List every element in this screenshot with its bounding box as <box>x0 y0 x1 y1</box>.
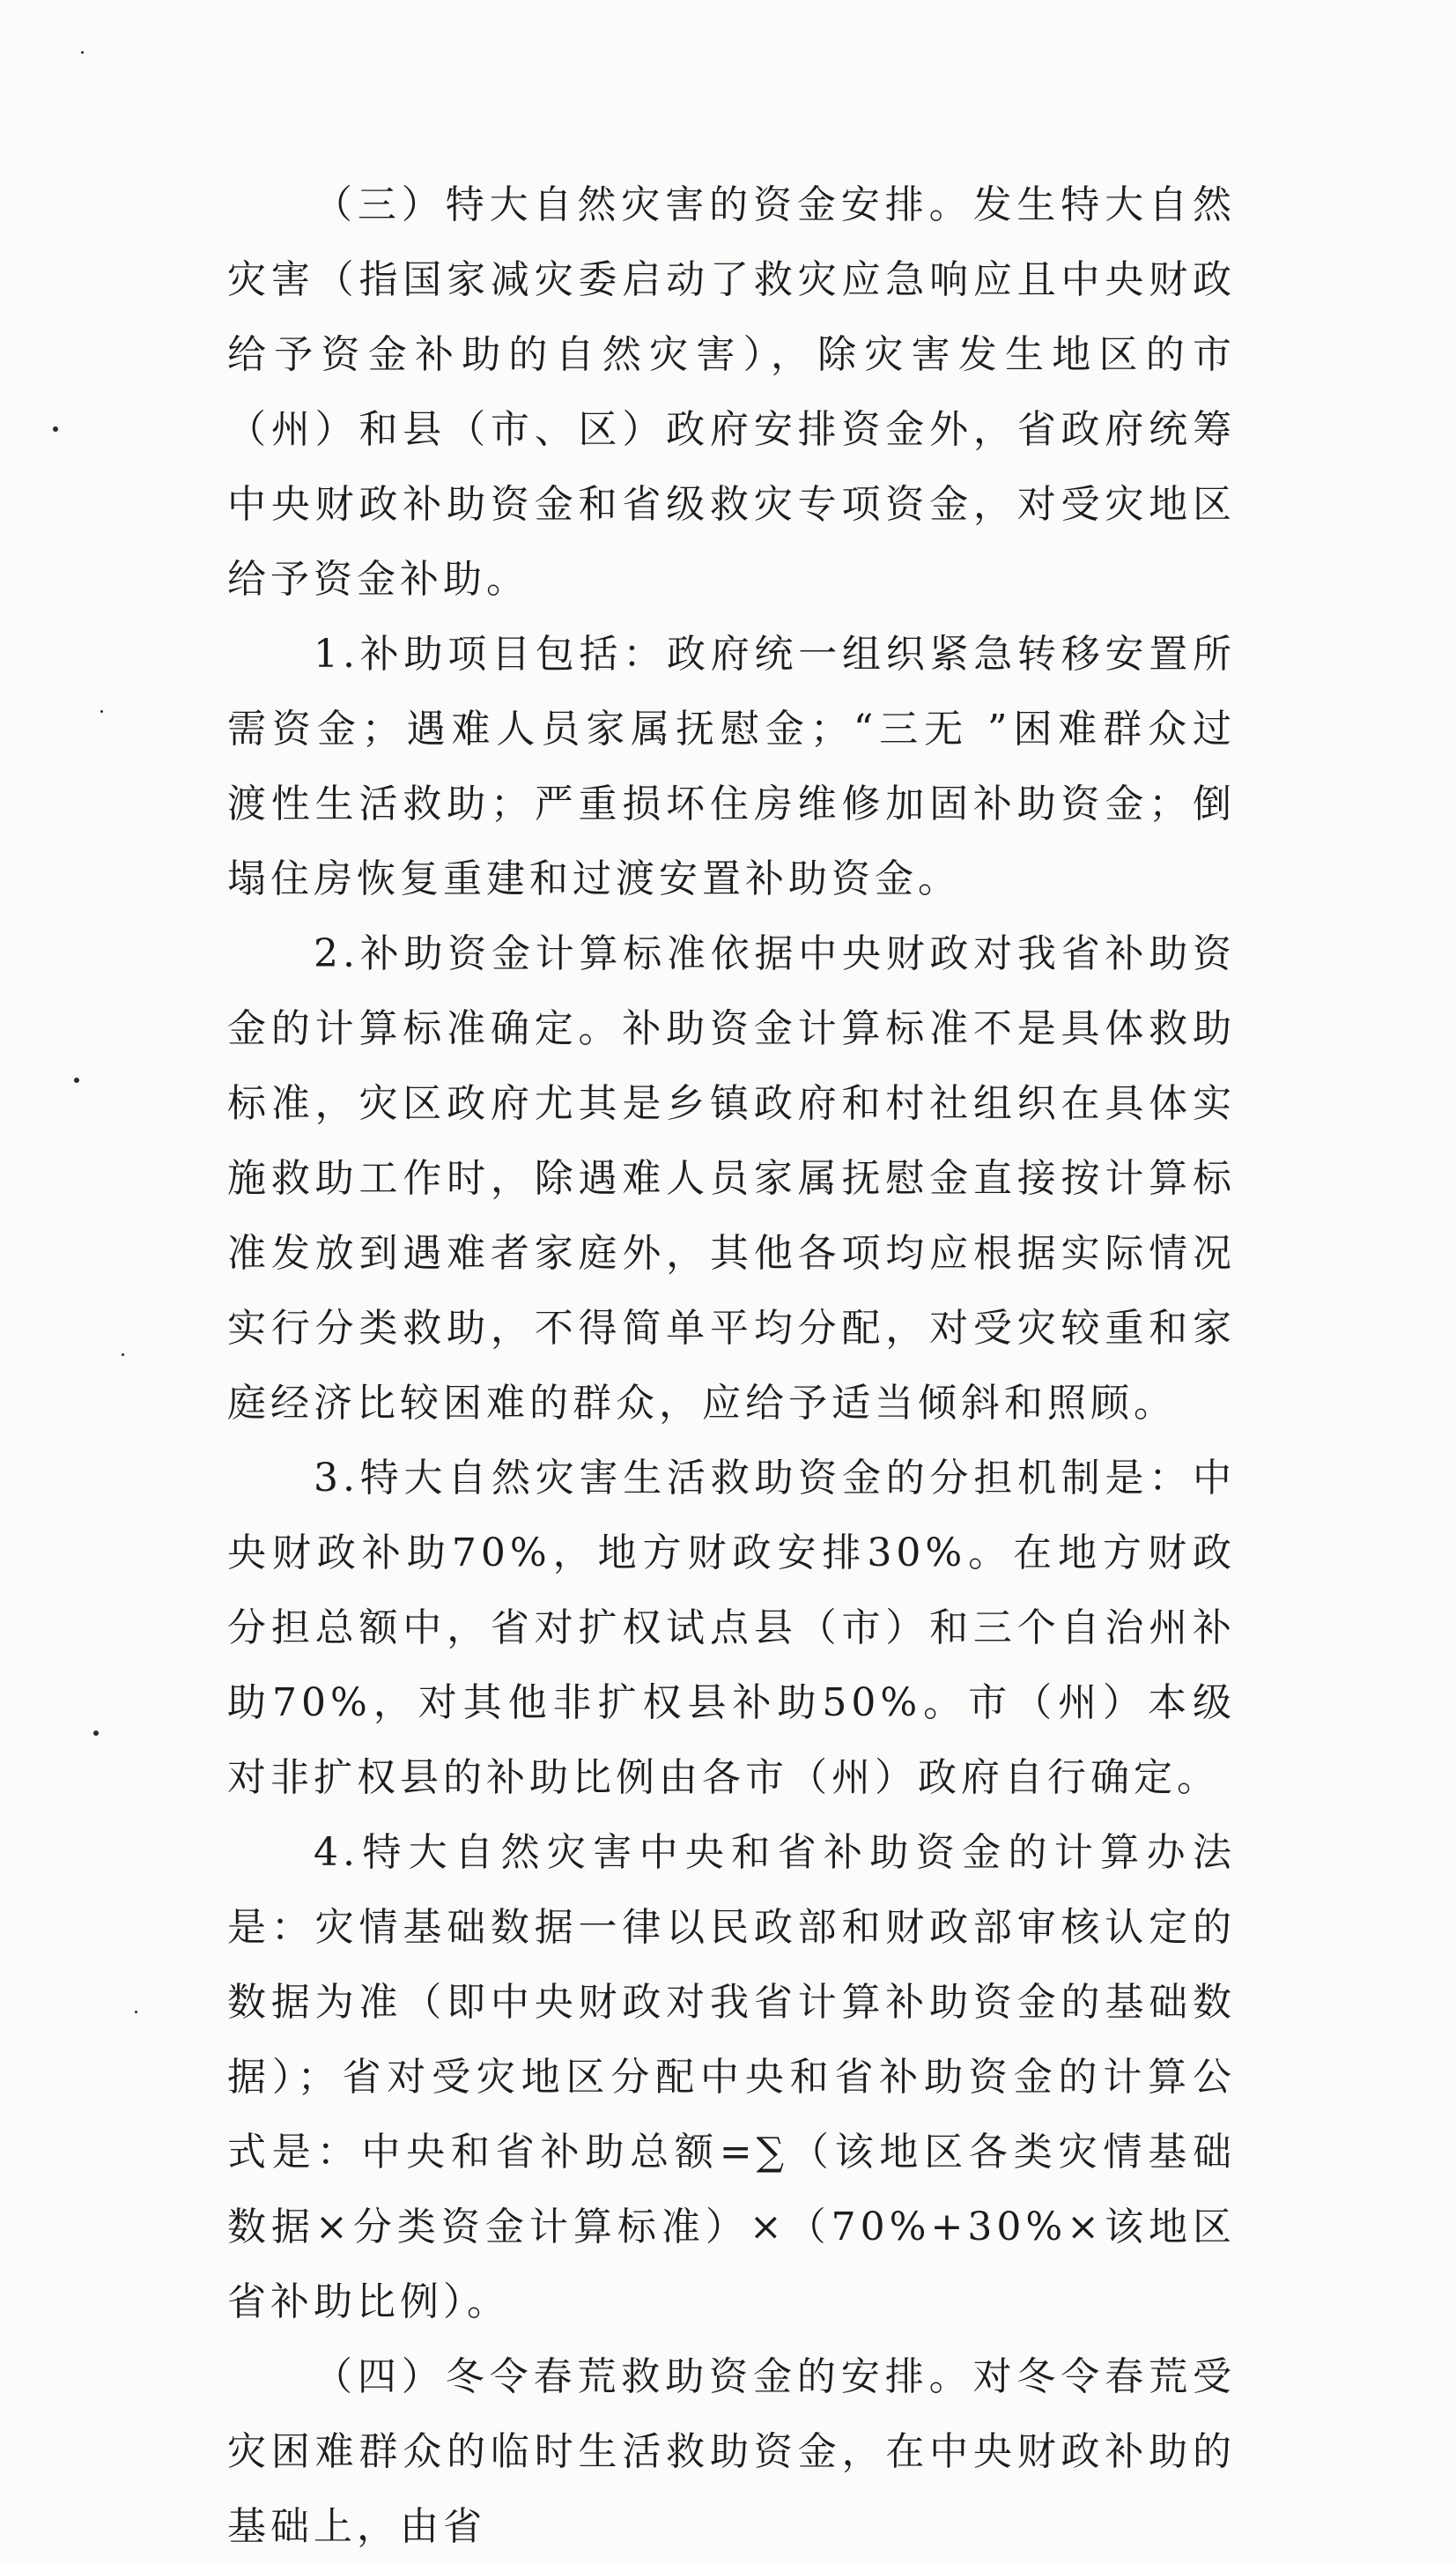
scan-speck <box>100 710 103 713</box>
binding-hole-mark <box>53 426 58 432</box>
item-one-paragraph: 1.补助项目包括：政府统一组织紧急转移安置所需资金；遇难人员家属抚慰金；“三无 ”困难群众过渡性生活救助；严重损坏住房维修加固补助资金；倒塌住房恢复重建和过渡安置补助资金。 <box>227 632 1236 901</box>
section-three-paragraph: （三）特大自然灾害的资金安排。发生特大自然灾害（指国家减灾委启动了救灾应急响应且中央财政给予资金补助的自然灾害），除灾害发生地区的市（州）和县（市、区）政府安排资金外，省政府统筹中央财政补助资金和省级救灾专项资金，对受灾地区给予资金补助。 <box>227 182 1236 602</box>
scan-speck <box>122 1353 124 1356</box>
item-two-paragraph: 2.补助资金计算标准依据中央财政对我省补助资金的计算标准确定。补助资金计算标准不是具体救助标准，灾区政府尤其是乡镇政府和村社组织在具体实施救助工作时，除遇难人员家属抚慰金直接按计算标准发放到遇难者家庭外，其他各项均应根据实际情况实行分类救助，不得简单平均分配，对受灾较重和家庭经济比较困难的群众，应给予适当倾斜和照顾。 <box>227 931 1236 1426</box>
binding-hole-mark <box>93 1730 99 1736</box>
section-four-paragraph: （四）冬令春荒救助资金的安排。对冬令春荒受灾困难群众的临时生活救助资金，在中央财政补助的基础上，由省 <box>227 2354 1236 2549</box>
item-four-paragraph: 4.特大自然灾害中央和省补助资金的计算办法是：灾情基础数据一律以民政部和财政部审核认定的数据为准（即中央财政对我省计算补助资金的基础数据）；省对受灾地区分配中央和省补助资金的计算公式是：中央和省补助总额=∑（该地区各类灾情基础数据×分类资金计算标准）×（70%+30%×该地区省补助比例）。 <box>227 1830 1236 2324</box>
item-three-paragraph: 3.特大自然灾害生活救助资金的分担机制是：中央财政补助70%，地方财政安排30%。在地方财政分担总额中，省对扩权试点县（市）和三个自治州补助70%，对其他非扩权县补助50%。市（州）本级对非扩权县的补助比例由各市（州）政府自行确定。 <box>227 1456 1236 1800</box>
scan-speck <box>135 2011 137 2013</box>
document-body <box>227 167 1236 2564</box>
binding-hole-mark <box>74 1078 79 1083</box>
scan-speck <box>81 51 84 54</box>
